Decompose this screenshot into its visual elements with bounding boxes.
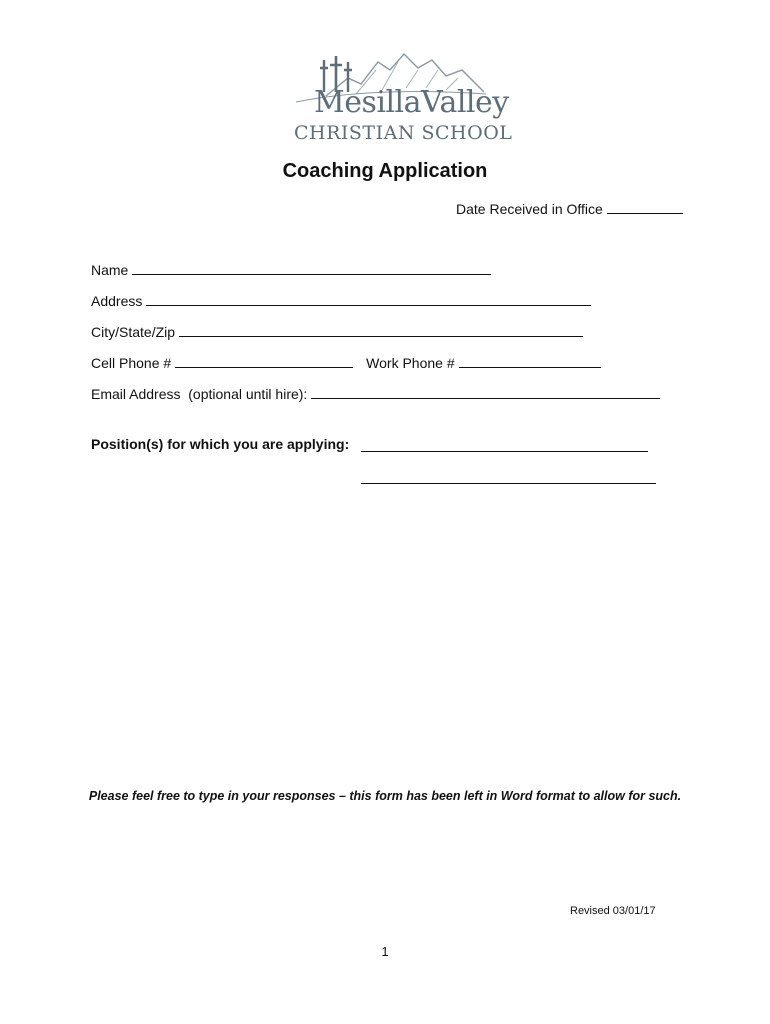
revised-date: Revised 03/01/17 bbox=[570, 905, 656, 917]
page-number: 1 bbox=[381, 944, 389, 959]
logo-text-school-name: MesillaValley bbox=[314, 85, 509, 120]
cell-phone-label: Cell Phone # bbox=[91, 355, 172, 371]
city-state-zip-label: City/State/Zip bbox=[91, 324, 176, 340]
email-blank[interactable] bbox=[311, 386, 660, 399]
positions-label: Position(s) for which you are applying: bbox=[91, 436, 350, 452]
typing-note: Please feel free to type in your responses – this form has been left in Word format to allow for such. bbox=[88, 789, 682, 803]
work-phone-blank[interactable] bbox=[459, 355, 601, 368]
cell-phone-blank[interactable] bbox=[175, 355, 353, 368]
logo-text-christian-school: CHRISTIAN SCHOOL bbox=[294, 122, 513, 144]
school-logo bbox=[286, 48, 513, 148]
positions-blank-1[interactable] bbox=[361, 439, 648, 452]
name-field-row bbox=[91, 262, 491, 278]
page-title: Coaching Application bbox=[282, 160, 488, 182]
date-received-label: Date Received in Office bbox=[456, 201, 603, 217]
city-state-zip-blank[interactable] bbox=[179, 324, 583, 337]
name-label: Name bbox=[91, 262, 129, 278]
address-field-row bbox=[91, 293, 591, 309]
email-label: Email Address (optional until hire): bbox=[91, 386, 308, 402]
city-state-zip-field-row bbox=[91, 324, 583, 340]
phone-field-row bbox=[91, 355, 601, 371]
name-blank[interactable] bbox=[132, 262, 491, 275]
date-received-field bbox=[456, 201, 683, 217]
email-field-row bbox=[91, 386, 660, 402]
date-received-blank[interactable] bbox=[607, 201, 683, 214]
address-label: Address bbox=[91, 293, 143, 309]
positions-blank-2[interactable] bbox=[361, 471, 656, 484]
work-phone-label: Work Phone # bbox=[366, 355, 455, 371]
address-blank[interactable] bbox=[146, 293, 591, 306]
